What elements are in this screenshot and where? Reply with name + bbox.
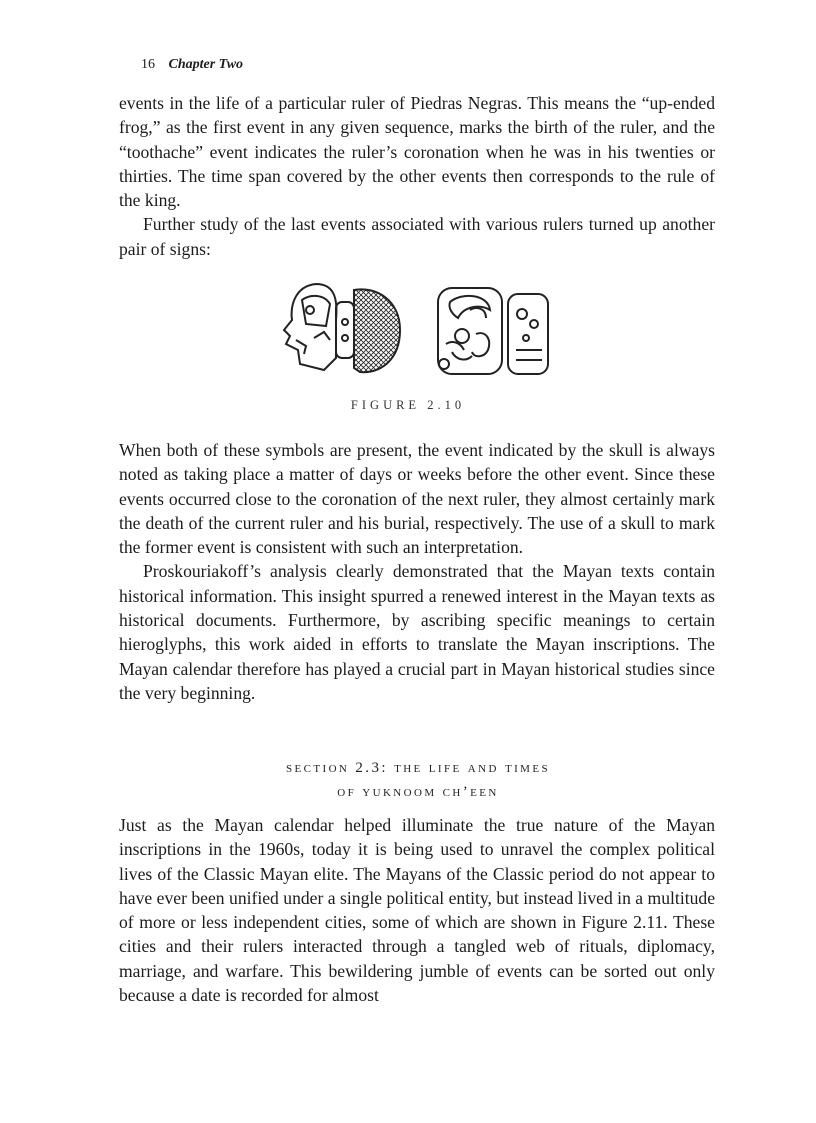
paragraph: events in the life of a particular ruler of Piedras Negras. This means the “up-ended frog,” as the first event in any given sequence, marks the birth of the ruler, and the “toothache” event indicates the ruler’s coronation when he was in his twenties or thirties. The time span covered by the other events then corresponds to the rule of the king. <box>119 93 715 211</box>
body-text-middle <box>119 438 715 705</box>
running-header <box>141 56 243 74</box>
skull-glyph-icon <box>284 284 400 372</box>
burial-glyph-icon <box>438 288 548 374</box>
chapter-title: Chapter Two <box>168 57 244 72</box>
body-text-bottom <box>119 813 715 1007</box>
paragraph: Just as the Mayan calendar helped illuminate the true nature of the Mayan inscriptions in the 1960s, today it is being used to unravel the complex political lives of the Classic Mayan elite. The Mayans of the Classic period do not appear to have ever been unified under a single political entity, but instead lived in a multitude of more or less independent cities, some of which are shown in Figure 2.11. These cities and their rulers interacted through a tangled web of rituals, diplomacy, marriage, and warfare. This bewildering jumble of events can be sorted out only because a date is recorded for almost <box>119 815 715 1006</box>
section-heading-line: of yuknoom ch’een <box>337 784 499 800</box>
section-heading-line: section 2.3: the life and times <box>286 760 550 776</box>
figure-2-10 <box>276 280 566 380</box>
figure-caption: FIGURE 2.10 <box>350 398 466 412</box>
glyph-pair <box>276 280 566 380</box>
section-heading <box>0 756 816 804</box>
paragraph: When both of these symbols are present, the event indicated by the skull is always noted as taking place a matter of days or weeks before the other event. Since these events occurred close to the coronation of the next ruler, they almost certainly mark the death of the current ruler and his burial, respectively. The use of a skull to mark the former event is consistent with such an interpretation. <box>119 440 715 558</box>
paragraph: Proskouriakoff’s analysis clearly demonstrated that the Mayan texts contain historical information. This insight spurred a renewed interest in the Mayan texts as historical documents. Furthermore, by ascribing specific meanings to certain hieroglyphs, this work aided in efforts to translate the Mayan inscriptions. The Mayan calendar therefore has played a crucial part in Mayan historical studies since the very beginning. <box>119 561 715 703</box>
paragraph: Further study of the last events associated with various rulers turned up another pair of signs: <box>119 214 715 259</box>
page-number: 16 <box>141 57 155 72</box>
body-text-top <box>119 91 715 261</box>
